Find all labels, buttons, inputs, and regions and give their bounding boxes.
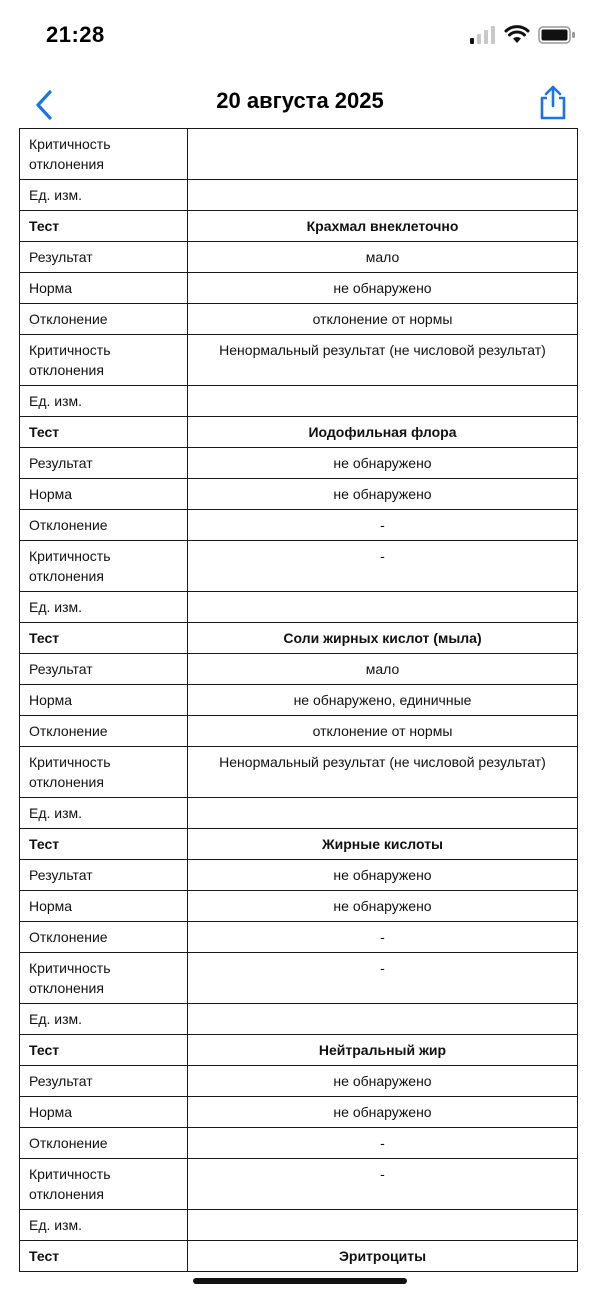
row-value: - xyxy=(188,541,578,592)
results-scroll-area[interactable] xyxy=(0,136,600,1264)
wifi-icon xyxy=(504,26,530,44)
row-label: Норма xyxy=(20,479,188,510)
table-row xyxy=(20,479,578,510)
row-label: Норма xyxy=(20,891,188,922)
test-header-row xyxy=(20,417,578,448)
table-row xyxy=(20,891,578,922)
results-table xyxy=(19,128,578,1272)
row-value xyxy=(188,592,578,623)
row-label: Тест xyxy=(20,211,188,242)
table-row xyxy=(20,685,578,716)
row-label: Критичность отклонения xyxy=(20,1159,188,1210)
row-label: Норма xyxy=(20,685,188,716)
cellular-signal-icon xyxy=(470,26,496,44)
table-row xyxy=(20,129,578,180)
page-title: 20 августа 2025 xyxy=(216,88,384,113)
test-name: Жирные кислоты xyxy=(188,829,578,860)
navigation-bar xyxy=(0,78,600,128)
table-row xyxy=(20,1066,578,1097)
row-label: Норма xyxy=(20,1097,188,1128)
row-label: Норма xyxy=(20,273,188,304)
test-name: Нейтральный жир xyxy=(188,1035,578,1066)
table-row xyxy=(20,304,578,335)
row-value: не обнаружено xyxy=(188,860,578,891)
row-label: Тест xyxy=(20,1241,188,1272)
table-row xyxy=(20,953,578,1004)
row-value: не обнаружено xyxy=(188,1066,578,1097)
table-row xyxy=(20,386,578,417)
row-label: Результат xyxy=(20,448,188,479)
test-header-row xyxy=(20,1035,578,1066)
row-label: Критичность отклонения xyxy=(20,747,188,798)
row-value xyxy=(188,1004,578,1035)
row-value: мало xyxy=(188,654,578,685)
row-label: Ед. изм. xyxy=(20,386,188,417)
table-row xyxy=(20,448,578,479)
table-row xyxy=(20,541,578,592)
table-row xyxy=(20,242,578,273)
row-value xyxy=(188,129,578,180)
row-value: мало xyxy=(188,242,578,273)
row-label: Результат xyxy=(20,242,188,273)
table-row xyxy=(20,798,578,829)
row-label: Отклонение xyxy=(20,716,188,747)
row-label: Результат xyxy=(20,1066,188,1097)
row-value: отклонение от нормы xyxy=(188,304,578,335)
test-header-row xyxy=(20,623,578,654)
row-label: Тест xyxy=(20,829,188,860)
row-label: Тест xyxy=(20,1035,188,1066)
row-label: Результат xyxy=(20,860,188,891)
table-row xyxy=(20,747,578,798)
row-label: Ед. изм. xyxy=(20,592,188,623)
home-indicator[interactable] xyxy=(193,1278,407,1284)
row-label: Отклонение xyxy=(20,510,188,541)
row-value: - xyxy=(188,510,578,541)
row-label: Критичность отклонения xyxy=(20,541,188,592)
table-row xyxy=(20,922,578,953)
row-label: Тест xyxy=(20,623,188,654)
row-value: не обнаружено xyxy=(188,273,578,304)
row-label: Ед. изм. xyxy=(20,1004,188,1035)
test-name: Иодофильная флора xyxy=(188,417,578,448)
table-row xyxy=(20,1097,578,1128)
table-row xyxy=(20,716,578,747)
table-row xyxy=(20,335,578,386)
row-label: Ед. изм. xyxy=(20,798,188,829)
table-row xyxy=(20,273,578,304)
test-header-row xyxy=(20,829,578,860)
table-row xyxy=(20,592,578,623)
row-value: - xyxy=(188,1159,578,1210)
row-label: Тест xyxy=(20,417,188,448)
row-value: - xyxy=(188,1128,578,1159)
row-value: отклонение от нормы xyxy=(188,716,578,747)
row-value: не обнаружено xyxy=(188,479,578,510)
test-name: Эритроциты xyxy=(188,1241,578,1272)
status-time: 21:28 xyxy=(46,22,105,47)
test-name: Соли жирных кислот (мыла) xyxy=(188,623,578,654)
row-value: не обнаружено xyxy=(188,448,578,479)
share-icon xyxy=(536,82,570,122)
row-value: не обнаружено xyxy=(188,1097,578,1128)
row-label: Критичность отклонения xyxy=(20,129,188,180)
row-value xyxy=(188,1210,578,1241)
row-value: не обнаружено xyxy=(188,891,578,922)
row-value xyxy=(188,386,578,417)
table-row xyxy=(20,654,578,685)
row-label: Ед. изм. xyxy=(20,180,188,211)
row-value: - xyxy=(188,953,578,1004)
row-label: Критичность отклонения xyxy=(20,335,188,386)
row-value: не обнаружено, единичные xyxy=(188,685,578,716)
table-row xyxy=(20,1159,578,1210)
table-row xyxy=(20,1210,578,1241)
row-value: Ненормальный результат (не числовой результат) xyxy=(188,335,578,386)
status-bar xyxy=(0,0,600,70)
table-row xyxy=(20,1128,578,1159)
row-value xyxy=(188,798,578,829)
row-label: Критичность отклонения xyxy=(20,953,188,1004)
row-label: Результат xyxy=(20,654,188,685)
battery-icon xyxy=(538,26,576,44)
row-label: Отклонение xyxy=(20,922,188,953)
test-header-row xyxy=(20,211,578,242)
row-value: Ненормальный результат (не числовой результат) xyxy=(188,747,578,798)
table-row xyxy=(20,860,578,891)
share-button[interactable] xyxy=(536,82,570,122)
status-icons xyxy=(470,26,576,44)
table-row xyxy=(20,1004,578,1035)
table-row xyxy=(20,510,578,541)
row-label: Ед. изм. xyxy=(20,1210,188,1241)
row-value xyxy=(188,180,578,211)
row-label: Отклонение xyxy=(20,1128,188,1159)
test-name: Крахмал внеклеточно xyxy=(188,211,578,242)
test-header-row xyxy=(20,1241,578,1272)
row-value: - xyxy=(188,922,578,953)
table-row xyxy=(20,180,578,211)
row-label: Отклонение xyxy=(20,304,188,335)
